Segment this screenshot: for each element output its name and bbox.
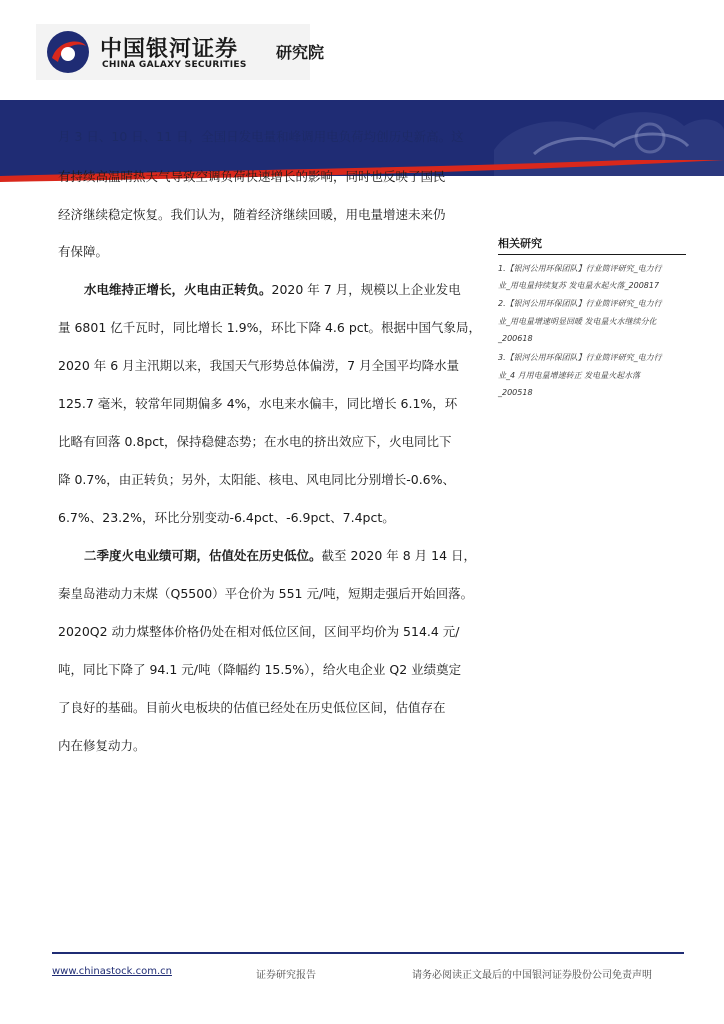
footer-website-link[interactable]: www.chinastock.com.cn: [52, 966, 172, 977]
institute-label: 研究院: [276, 43, 325, 62]
paragraph-2-line-4: 125.7 毫米，较常年同期偏多 4%，水电来水偏丰，同比增长 6.1%，环: [58, 396, 458, 411]
paragraph-3-line-6: 内在修复动力。: [58, 738, 146, 753]
related-research-link-1-cont[interactable]: 业_用电量持续复苏 发电量水起火落_200817: [498, 281, 660, 290]
company-name-en: CHINA GALAXY SECURITIES: [102, 60, 247, 70]
paragraph-2-heading: 水电维持正增长，火电由正转负。: [84, 282, 272, 297]
paragraph-1-line-2: 有持续高温晴热天气导致空调负荷快速增长的影响，同时也反映了国民: [58, 169, 446, 184]
related-research-link-3[interactable]: 3.【银河公用环保团队】行业简评研究_电力行: [498, 353, 662, 362]
company-logo: [36, 24, 325, 80]
related-research-link-2-date[interactable]: _200618: [498, 334, 533, 343]
paragraph-2-line-6: 降 0.7%，由正转负；另外，太阳能、核电、风电同比分别增长-0.6%、: [58, 472, 455, 487]
paragraph-3-heading: 二季度火电业绩可期，估值处在历史低位。: [84, 548, 322, 563]
paragraph-2-line-1: [84, 281, 489, 299]
paragraph-3-line-1: [84, 547, 489, 565]
paragraph-1-line-3: 经济继续稳定恢复。我们认为，随着经济继续回暖，用电量增速未来仍: [58, 207, 446, 222]
related-research-link-2[interactable]: 2.【银河公用环保团队】行业简评研究_电力行: [498, 299, 662, 308]
footer-divider: [52, 952, 684, 954]
paragraph-3-line-4: 吨，同比下降了 94.1 元/吨（降幅约 15.5%），给火电企业 Q2 业绩奠定: [58, 662, 462, 677]
paragraph-2-lead: 2020 年 7 月，规模以上企业发电: [271, 282, 461, 297]
related-research-link-3-cont[interactable]: 业_4 月用电量增速转正 发电量火起水落: [498, 371, 641, 380]
galaxy-logo-icon: [44, 28, 92, 76]
paragraph-3-line-3: 2020Q2 动力煤整体价格仍处在相对低位区间，区间平均价为 514.4 元/: [58, 624, 460, 639]
related-research-link-2-cont[interactable]: 业_用电量增速明显回暖 发电量火水继续分化: [498, 317, 657, 326]
paragraph-3-lead: 截至 2020 年 8 月 14 日，: [321, 548, 477, 563]
paragraph-2-line-3: 2020 年 6 月主汛期以来，我国天气形势总体偏涝，7 月全国平均降水量: [58, 358, 460, 373]
footer-report-type: 证券研究报告: [256, 970, 316, 981]
related-research-link-3-date[interactable]: _200518: [498, 388, 533, 397]
paragraph-2-line-7: 6.7%、23.2%，环比分别变动-6.4pct、-6.9pct、7.4pct。: [58, 510, 395, 525]
paragraph-2-line-2: 量 6801 亿千瓦时，同比增长 1.9%，环比下降 4.6 pct。根据中国气象局，: [58, 320, 482, 335]
sidebar-divider: [498, 254, 686, 255]
paragraph-3-line-5: 了良好的基础。目前火电板块的估值已经处在历史低位区间，估值存在: [58, 700, 446, 715]
footer-disclaimer: 请务必阅读正文最后的中国银河证券股份公司免责声明: [412, 970, 652, 981]
paragraph-3-line-2: 秦皇岛港动力末煤（Q5500）平仓价为 551 元/吨，短期走强后开始回落。: [58, 586, 474, 601]
related-research-link-1[interactable]: 1.【银河公用环保团队】行业简评研究_电力行: [498, 264, 662, 273]
paragraph-1-line-1: 月 3 日、10 日、11 日，全国日发电量和峰调用电负荷均创历史新高。这: [58, 129, 464, 144]
paragraph-1-line-4: 有保障。: [58, 244, 109, 259]
related-research-title: 相关研究: [498, 237, 542, 250]
paragraph-2-line-5: 比略有回落 0.8pct，保持稳健态势；在水电的挤出效应下，火电同比下: [58, 434, 452, 449]
company-name-cn: 中国银河证券: [100, 37, 239, 62]
